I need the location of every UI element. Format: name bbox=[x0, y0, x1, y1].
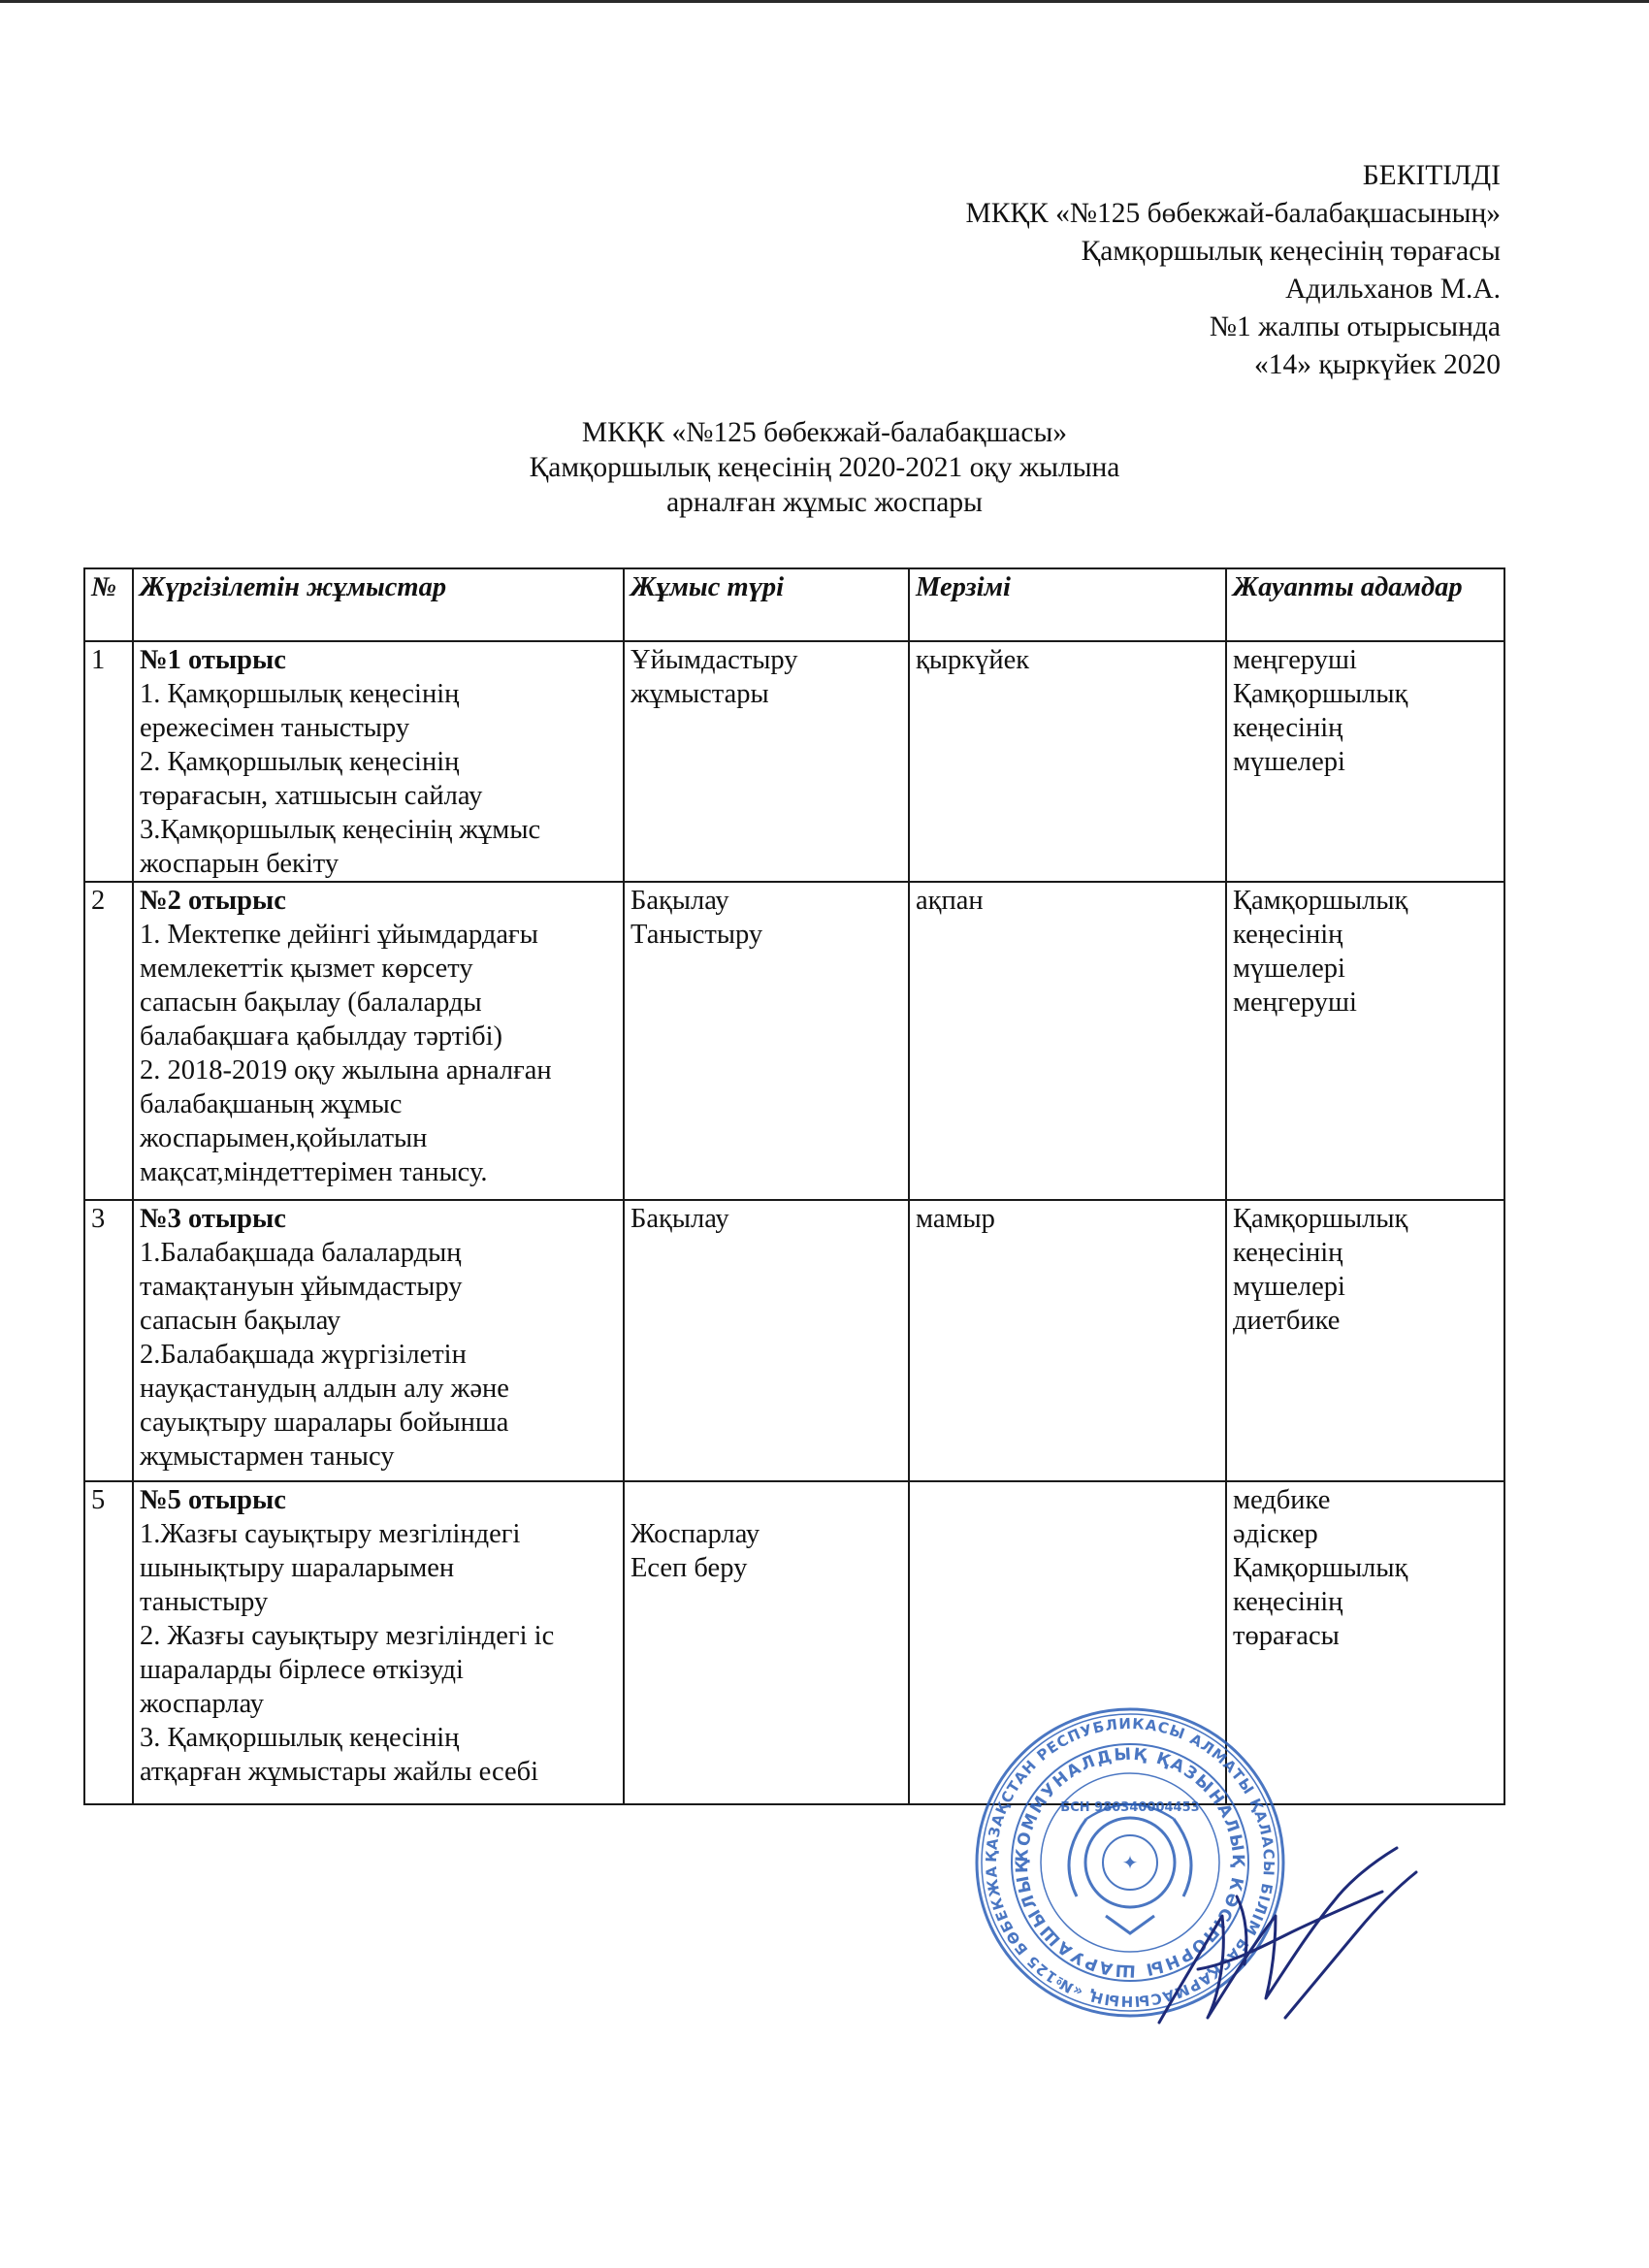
responsible-line: медбике bbox=[1233, 1485, 1331, 1515]
work-plan-table bbox=[83, 567, 1505, 1805]
table-row bbox=[84, 1200, 1504, 1481]
responsible-line: мүшелері bbox=[1233, 1272, 1345, 1302]
row-activities bbox=[133, 1481, 624, 1804]
activity-line: 3. Қамқоршылық кеңесінің bbox=[140, 1723, 460, 1753]
work-type-line: Есеп беру bbox=[630, 1553, 748, 1583]
stamp-bin: БСН 980340004453 bbox=[1060, 1800, 1200, 1815]
activity-line: 1.Жазғы сауықтыру мезгіліндегі bbox=[140, 1519, 521, 1549]
activity-line: 1. Мектепке дейінгі ұйымдардағы bbox=[140, 920, 538, 950]
responsible-line: меңгеруші bbox=[1233, 645, 1357, 675]
responsible-line: кеңесінің bbox=[1233, 713, 1343, 743]
scan-top-edge bbox=[0, 0, 1649, 3]
row-activities bbox=[133, 641, 624, 882]
activity-line: шараларды бірлесе өткізуді bbox=[140, 1655, 464, 1685]
row-work-type bbox=[624, 1481, 909, 1804]
activity-line: жоспарымен,қойылатын bbox=[140, 1123, 428, 1153]
activity-line: 2. Жазғы сауықтыру мезгіліндегі іс bbox=[140, 1621, 555, 1651]
responsible-line: Қамқоршылық bbox=[1233, 886, 1408, 916]
row-responsible bbox=[1226, 1200, 1504, 1481]
table-row bbox=[84, 1481, 1504, 1804]
row-term: қыркүйек bbox=[909, 641, 1226, 882]
responsible-line: диетбике bbox=[1233, 1306, 1341, 1336]
session-title: №1 отырыс bbox=[140, 645, 286, 675]
approval-block bbox=[965, 157, 1501, 384]
activity-line: таныстыру bbox=[140, 1587, 269, 1617]
signature-graphic bbox=[1140, 1824, 1431, 2037]
document-title bbox=[0, 415, 1649, 520]
activity-line: жоспарлау bbox=[140, 1689, 265, 1719]
activity-line: балабақшаға қабылдау тәртібі) bbox=[140, 1021, 503, 1052]
approval-position: Қамқоршылық кеңесінің төрағасы bbox=[1081, 236, 1501, 267]
responsible-line: Қамқоршылық bbox=[1233, 1204, 1408, 1234]
responsible-line: меңгеруші bbox=[1233, 988, 1357, 1018]
activity-line: науқастанудың алдын алу және bbox=[140, 1374, 509, 1404]
responsible-line: Қамқоршылық bbox=[1233, 679, 1408, 709]
row-number: 3 bbox=[84, 1200, 133, 1481]
activity-line: жоспарын бекіту bbox=[140, 849, 340, 879]
activity-line: мақсат,міндеттерімен танысу. bbox=[140, 1157, 488, 1187]
responsible-line: кеңесінің bbox=[1233, 1587, 1343, 1617]
stamp-inner-text: КОММУНАЛДЫҚ ҚАЗЫНАЛЫҚ КӘСІПОРНЫ ШАРУАШЫЛЫҚ bbox=[1012, 1744, 1248, 1981]
activity-line: сапасын бақылау bbox=[140, 1306, 341, 1336]
activity-line: сауықтыру шаралары бойынша bbox=[140, 1408, 509, 1438]
row-responsible bbox=[1226, 641, 1504, 882]
work-type-line: Ұйымдастыру bbox=[630, 645, 798, 675]
approval-signatory: Адильханов М.А. bbox=[1285, 274, 1501, 305]
header-responsible: Жауапты адамдар bbox=[1226, 568, 1504, 641]
title-line-2: Қамқоршылық кеңесінің 2020-2021 оқу жылына bbox=[529, 452, 1120, 483]
approval-organization: МКҚК «№125 бөбекжай-балабақшасының» bbox=[965, 198, 1501, 229]
row-number: 2 bbox=[84, 882, 133, 1200]
header-term: Мерзімі bbox=[909, 568, 1226, 641]
session-title: №3 отырыс bbox=[140, 1204, 286, 1234]
activity-line: балабақшаның жұмыс bbox=[140, 1089, 403, 1119]
row-work-type bbox=[624, 641, 909, 882]
work-type-line: Таныстыру bbox=[630, 920, 763, 950]
session-title: №5 отырыс bbox=[140, 1485, 286, 1515]
title-line-1: МКҚК «№125 бөбекжай-балабақшасы» bbox=[581, 417, 1068, 448]
responsible-line: төрағасы bbox=[1233, 1621, 1340, 1651]
stamp-outer-text: ҚАЗАҚСТАН РЕСПУБЛИКАСЫ АЛМАТЫ ҚАЛАСЫ БІЛІМ БАСҚАРМАСЫНЫҢ «№125 БӨБЕКЖА bbox=[982, 1714, 1278, 2011]
activity-line: атқарған жұмыстары жайлы есебі bbox=[140, 1757, 539, 1787]
work-type-line: Жоспарлау bbox=[630, 1519, 760, 1549]
row-number: 1 bbox=[84, 641, 133, 882]
approval-heading: БЕКІТІЛДІ bbox=[1362, 160, 1501, 191]
activity-line: мемлекеттік қызмет көрсету bbox=[140, 954, 473, 984]
activity-line: жұмыстармен танысу bbox=[140, 1442, 395, 1472]
approval-date: «14» қыркүйек 2020 bbox=[1254, 349, 1501, 380]
title-line-3: арналған жұмыс жоспары bbox=[666, 487, 983, 518]
responsible-line: кеңесінің bbox=[1233, 920, 1343, 950]
table-row bbox=[84, 641, 1504, 882]
activity-line: 1. Қамқоршылық кеңесінің bbox=[140, 679, 460, 709]
row-activities bbox=[133, 1200, 624, 1481]
work-type-line: Бақылау bbox=[630, 886, 729, 916]
responsible-line: кеңесінің bbox=[1233, 1238, 1343, 1268]
work-type-line: Бақылау bbox=[630, 1204, 729, 1234]
row-work-type bbox=[624, 882, 909, 1200]
activity-line: төрағасын, хатшысын сайлау bbox=[140, 781, 483, 811]
row-activities bbox=[133, 882, 624, 1200]
responsible-line: Қамқоршылық bbox=[1233, 1553, 1408, 1583]
stamp-emblem-star: ✦ bbox=[1121, 1851, 1139, 1874]
activity-line: сапасын бақылау (балаларды bbox=[140, 988, 482, 1018]
responsible-line: мүшелері bbox=[1233, 747, 1345, 777]
activity-line: 3.Қамқоршылық кеңесінің жұмыс bbox=[140, 815, 541, 845]
activity-line: 2. 2018-2019 оқу жылына арналған bbox=[140, 1055, 552, 1085]
header-work-type: Жұмыс түрі bbox=[624, 568, 909, 641]
table-header-row bbox=[84, 568, 1504, 641]
header-activities: Жүргізілетін жұмыстар bbox=[133, 568, 624, 641]
activity-line: шынықтыру шараларымен bbox=[140, 1553, 455, 1583]
row-term: мамыр bbox=[909, 1200, 1226, 1481]
approval-meeting: №1 жалпы отырысында bbox=[1209, 311, 1501, 342]
activity-line: ережесімен таныстыру bbox=[140, 713, 410, 743]
work-type-line: жұмыстары bbox=[630, 679, 769, 709]
responsible-line: әдіскер bbox=[1233, 1519, 1318, 1549]
table-row bbox=[84, 882, 1504, 1200]
row-responsible bbox=[1226, 882, 1504, 1200]
header-number: № bbox=[84, 568, 133, 641]
row-number: 5 bbox=[84, 1481, 133, 1804]
row-work-type bbox=[624, 1200, 909, 1481]
responsible-line: мүшелері bbox=[1233, 954, 1345, 984]
activity-line: 2. Қамқоршылық кеңесінің bbox=[140, 747, 460, 777]
activity-line: 2.Балабақшада жүргізілетін bbox=[140, 1340, 467, 1370]
handwritten-signature bbox=[1140, 1824, 1431, 2037]
activity-line: 1.Балабақшада балалардың bbox=[140, 1238, 462, 1268]
activity-line: тамақтануын ұйымдастыру bbox=[140, 1272, 463, 1302]
session-title: №2 отырыс bbox=[140, 886, 286, 916]
row-term: ақпан bbox=[909, 882, 1226, 1200]
